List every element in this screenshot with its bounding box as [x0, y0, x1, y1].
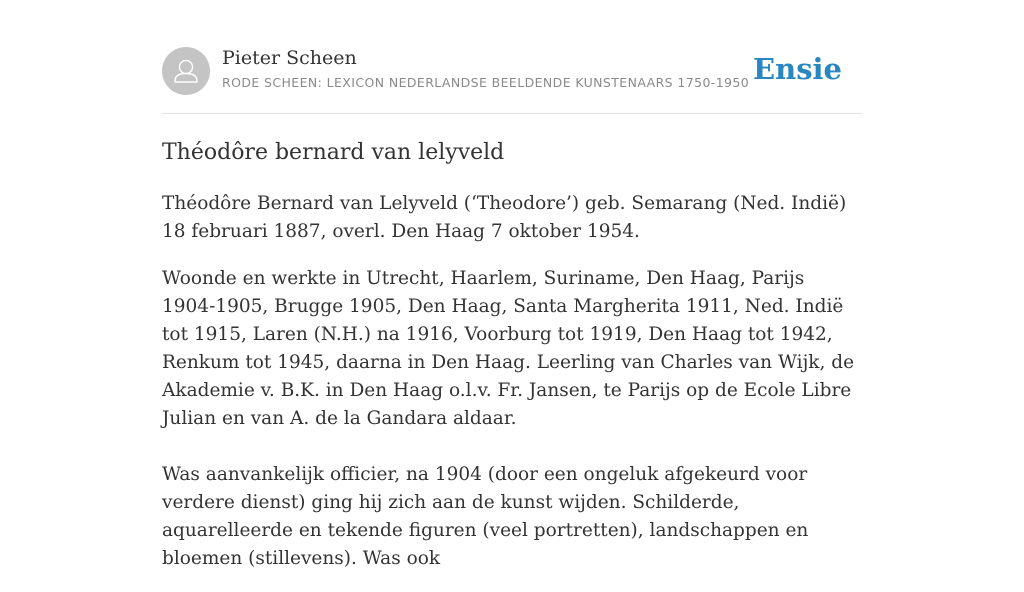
author-avatar[interactable]: [162, 47, 210, 95]
paragraph-birth: Théodôre Bernard van Lelyveld (‘Theodore’) geb. Semarang (Ned. Indië) 18 februari 1887, overl. Den Haag 7 oktober 1954.: [162, 193, 847, 242]
user-silhouette-icon: [162, 47, 210, 95]
source-label[interactable]: RODE SCHEEN: LEXICON NEDERLANDSE BEELDENDE KUNSTENAARS 1750-1950: [222, 75, 750, 90]
ensie-logo[interactable]: Ensie: [753, 52, 842, 86]
paragraph-residences: Woonde en werkte in Utrecht, Haarlem, Suriname, Den Haag, Parijs 1904-1905, Brugge 1905, Den Haag, Santa Margherita 1911, Ned. Indië tot 1915, Laren (N.H.) na 1916, Voorburg tot 1919, Den Haag tot 1942, Renkum tot 1945, daarna in Den Haag. Leerling van Charles van Wijk, de Akademie v. B.K. in Den Haag o.l.v. Fr. Jansen, te Parijs op de Ecole Libre Julian en van A. de la Gandara aldaar.: [162, 268, 855, 429]
paragraph-career: Was aanvankelijk officier, na 1904 (door een ongeluk afgekeurd voor verdere dienst) ging hij zich aan de kunst wijden. Schilderde, aquarelleerde en tekende figuren (veel portretten), landschappen en bloemen (stillevens). Was ook: [162, 464, 809, 569]
header-divider: [162, 113, 862, 114]
page-title: Théodôre bernard van lelyveld: [162, 140, 505, 165]
article-header: [162, 46, 862, 96]
author-name[interactable]: Pieter Scheen: [222, 47, 357, 69]
article-body: [162, 190, 862, 592]
